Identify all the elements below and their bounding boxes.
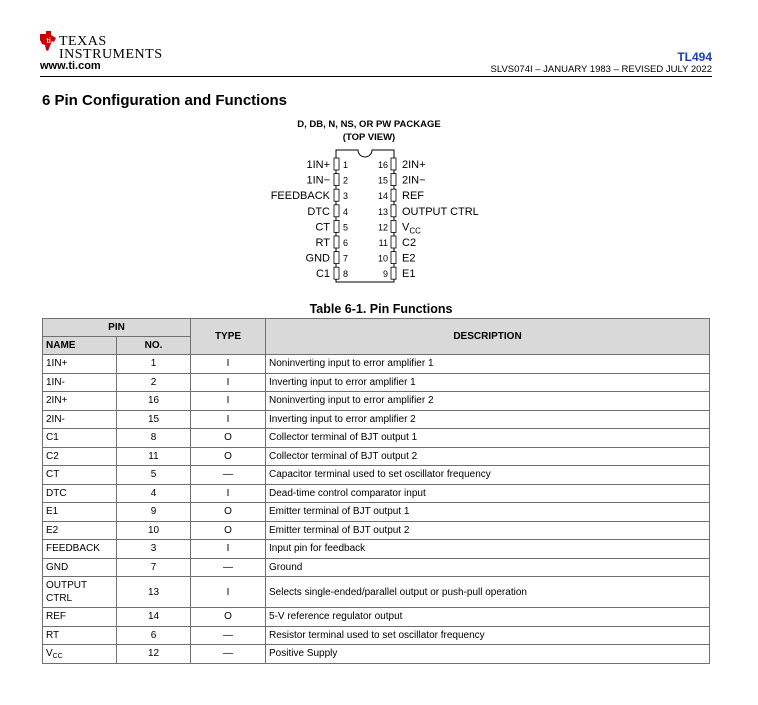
pin-number: 6 — [117, 626, 191, 645]
pin-13 — [378, 205, 479, 218]
header-divider — [40, 76, 712, 77]
pin-number: 4 — [117, 484, 191, 503]
pin-label: GND — [305, 252, 330, 265]
pin-description: Collector terminal of BJT output 2 — [266, 447, 710, 466]
pin-label-main: 2IN+ — [402, 159, 426, 171]
pin-3 — [271, 189, 348, 202]
pin-name — [43, 429, 117, 448]
pin-number: 8 — [117, 429, 191, 448]
pin-number: 3 — [343, 191, 349, 202]
pin-name-text: 2IN+ — [46, 395, 68, 407]
pin-name-text: E1 — [46, 506, 59, 518]
pin-label — [402, 221, 421, 235]
pin-number: 15 — [377, 175, 388, 186]
pin-number: 11 — [378, 238, 388, 248]
pin-description: Inverting input to error amplifier 1 — [266, 373, 710, 392]
pin-lead — [391, 267, 396, 279]
pin-description: Inverting input to error amplifier 2 — [266, 410, 710, 429]
table-row — [43, 540, 710, 559]
pin-number: 10 — [117, 521, 191, 540]
pin-lead — [391, 158, 396, 170]
pin-description: Dead-time control comparator input — [266, 484, 710, 503]
pin-lead — [334, 158, 339, 170]
pin-type: I — [191, 392, 266, 411]
pin-name-text: 2IN- — [46, 413, 65, 425]
header-description: DESCRIPTION — [266, 319, 710, 355]
pin-description: Input pin for feedback — [266, 540, 710, 559]
pin-lead — [334, 236, 339, 248]
pin-8 — [316, 267, 348, 280]
pinout-diagram — [260, 148, 500, 288]
pin-type: I — [191, 410, 266, 429]
pin-6 — [316, 236, 348, 249]
pin-type: I — [191, 355, 266, 374]
pin-label: CT — [315, 221, 330, 234]
pin-lead — [391, 252, 396, 264]
pin-11 — [379, 236, 416, 249]
table-caption: Table 6-1. Pin Functions — [309, 302, 453, 316]
pin-name — [43, 484, 117, 503]
pin-name-text: OUTPUT CTRL — [46, 580, 87, 604]
pin-name-text: REF — [46, 611, 66, 623]
pin-name — [43, 355, 117, 374]
table-row — [43, 503, 710, 522]
pin-label-main: E2 — [402, 252, 416, 265]
pin-description: Resistor terminal used to set oscillator frequency — [266, 626, 710, 645]
pin-label — [402, 253, 415, 265]
pin-name — [43, 521, 117, 540]
table-row — [43, 484, 710, 503]
pin-lead — [334, 174, 339, 186]
pin-label-sub: CC — [409, 226, 421, 236]
pin-type: I — [191, 540, 266, 559]
pin-type: I — [191, 373, 266, 392]
pin-number: 16 — [377, 160, 388, 170]
pin-number: 12 — [117, 645, 191, 664]
pin-name — [43, 577, 117, 608]
pin-label: C1 — [315, 268, 330, 281]
pin-lead — [391, 205, 396, 217]
pin-type: — — [191, 558, 266, 577]
pin-name-sub: CC — [52, 652, 63, 660]
table-row — [43, 558, 710, 577]
table-body — [43, 355, 710, 664]
pin-name-text: GND — [46, 561, 69, 573]
pin-number: 2 — [343, 175, 349, 186]
pin-5 — [315, 220, 348, 233]
pin-name-text: C1 — [46, 432, 59, 444]
pin-type: — — [191, 626, 266, 645]
pin-label: RT — [315, 237, 330, 249]
pin-number: 9 — [117, 503, 191, 522]
table-row — [43, 410, 710, 429]
pin-number: 7 — [117, 558, 191, 577]
pin-name-text: 1IN- — [46, 376, 65, 388]
pin-lead — [391, 236, 396, 248]
pin-number: 14 — [117, 608, 191, 627]
pin-type: O — [191, 608, 266, 627]
pin-label: 1IN− — [306, 174, 330, 187]
pin-number: 15 — [117, 410, 191, 429]
pin-name — [43, 645, 117, 664]
pin-10 — [378, 252, 415, 265]
pin-label-main: OUTPUT CTRL — [402, 205, 479, 218]
pin-label: DTC — [307, 205, 330, 218]
pin-name-text: E2 — [46, 524, 59, 536]
pin-label — [402, 206, 479, 218]
header-name: NAME — [43, 337, 117, 355]
pin-type: O — [191, 429, 266, 448]
pin-number: 6 — [343, 238, 349, 248]
table-row — [43, 392, 710, 411]
pin-name — [43, 373, 117, 392]
pin-type: O — [191, 521, 266, 540]
pin-number: 14 — [377, 191, 388, 202]
pin-15 — [378, 174, 426, 187]
pin-label-main: REF — [402, 190, 424, 203]
pin-name — [43, 447, 117, 466]
pin-16 — [378, 158, 426, 171]
pin-name-text: DTC — [46, 487, 67, 499]
pin-label-main: E1 — [402, 268, 416, 281]
pin-number: 10 — [377, 253, 388, 264]
pin-number: 3 — [117, 540, 191, 559]
pin-type: I — [191, 484, 266, 503]
pin-name-text: RT — [46, 629, 60, 641]
pin-description: Selects single-ended/parallel output or push-pull operation — [266, 577, 710, 608]
part-number-link[interactable]: TL494 — [677, 50, 712, 64]
pin-name-text: CT — [46, 469, 60, 481]
pin-label — [402, 237, 416, 249]
pin-14 — [378, 189, 424, 202]
section-title: 6 Pin Configuration and Functions — [42, 92, 287, 109]
pin-description: 5-V reference regulator output — [266, 608, 710, 627]
pin-9 — [383, 267, 415, 280]
pin-number: 12 — [377, 222, 388, 233]
pin-name — [43, 558, 117, 577]
table-row — [43, 626, 710, 645]
pin-description: Collector terminal of BJT output 1 — [266, 429, 710, 448]
pin-lead — [391, 220, 396, 232]
pin-name-text: C2 — [46, 450, 59, 462]
ti-state-logo-icon — [38, 30, 58, 52]
pin-lead — [334, 252, 339, 264]
pin-label — [402, 268, 415, 280]
pin-type: I — [191, 577, 266, 608]
svg-text:ti: ti — [46, 38, 51, 45]
table-row — [43, 608, 710, 627]
pin-label — [402, 175, 426, 187]
revision-text: SLVS074I – JANUARY 1983 – REVISED JULY 2022 — [490, 64, 712, 75]
pin-description: Emitter terminal of BJT output 1 — [266, 503, 710, 522]
pin-label-main: C2 — [402, 237, 417, 249]
pin-number: 16 — [117, 392, 191, 411]
pin-number: 8 — [343, 269, 349, 280]
pin-number: 7 — [343, 253, 349, 264]
pin-number: 9 — [382, 269, 388, 280]
pin-name-text: V — [46, 647, 53, 659]
pin-type: — — [191, 466, 266, 485]
pin-number: 1 — [343, 160, 349, 170]
pin-type: O — [191, 447, 266, 466]
pin-description: Noninverting input to error amplifier 2 — [266, 392, 710, 411]
package-line1: D, DB, N, NS, OR PW PACKAGE — [297, 119, 441, 130]
pin-lead — [334, 220, 339, 232]
pin-label: FEEDBACK — [270, 190, 330, 203]
pin-lead — [334, 189, 339, 201]
pin-description: Ground — [266, 558, 710, 577]
pin-name-text: 1IN+ — [46, 358, 68, 370]
pin-name — [43, 626, 117, 645]
pin-name — [43, 410, 117, 429]
table-row — [43, 466, 710, 485]
pin-lead — [391, 189, 396, 201]
pin-type: — — [191, 645, 266, 664]
pin-description: Emitter terminal of BJT output 2 — [266, 521, 710, 540]
pin-functions-table — [42, 318, 710, 664]
pin-number: 5 — [343, 222, 349, 233]
brand-line2: INSTRUMENTS — [59, 47, 163, 62]
table-row — [43, 429, 710, 448]
header-type: TYPE — [191, 319, 266, 355]
table-row — [43, 355, 710, 374]
pin-number: 1 — [117, 355, 191, 374]
pin-number: 13 — [117, 577, 191, 608]
pin-lead — [334, 205, 339, 217]
brand-line1: TEXAS — [59, 34, 107, 49]
table-row — [43, 645, 710, 664]
pin-label — [402, 190, 424, 202]
package-title — [0, 118, 758, 144]
pin-label: 1IN+ — [306, 159, 330, 171]
pin-number: 13 — [377, 206, 388, 217]
table-row — [43, 521, 710, 540]
package-line2: (TOP VIEW) — [342, 132, 396, 143]
pin-description: Capacitor terminal used to set oscillator frequency — [266, 466, 710, 485]
pin-number: 5 — [117, 466, 191, 485]
table-row — [43, 373, 710, 392]
pin-number: 2 — [117, 373, 191, 392]
pin-lead — [391, 174, 396, 186]
pin-label-main: V — [402, 221, 410, 234]
table-row — [43, 577, 710, 608]
pin-number: 4 — [343, 206, 349, 217]
pin-lead — [334, 267, 339, 279]
pin-label-main: 2IN− — [402, 174, 426, 187]
header-pin: PIN — [43, 319, 191, 337]
pin-number: 11 — [117, 447, 191, 466]
pin-name — [43, 608, 117, 627]
table-row — [43, 447, 710, 466]
pin-name — [43, 503, 117, 522]
pin-name-text: FEEDBACK — [46, 543, 100, 555]
pin-description: Positive Supply — [266, 645, 710, 664]
pin-description: Noninverting input to error amplifier 1 — [266, 355, 710, 374]
pin-name — [43, 540, 117, 559]
pin-name — [43, 392, 117, 411]
pin-label — [402, 159, 426, 171]
pin-type: O — [191, 503, 266, 522]
pin-name — [43, 466, 117, 485]
header-no: NO. — [117, 337, 191, 355]
website-link[interactable]: www.ti.com — [40, 60, 101, 72]
